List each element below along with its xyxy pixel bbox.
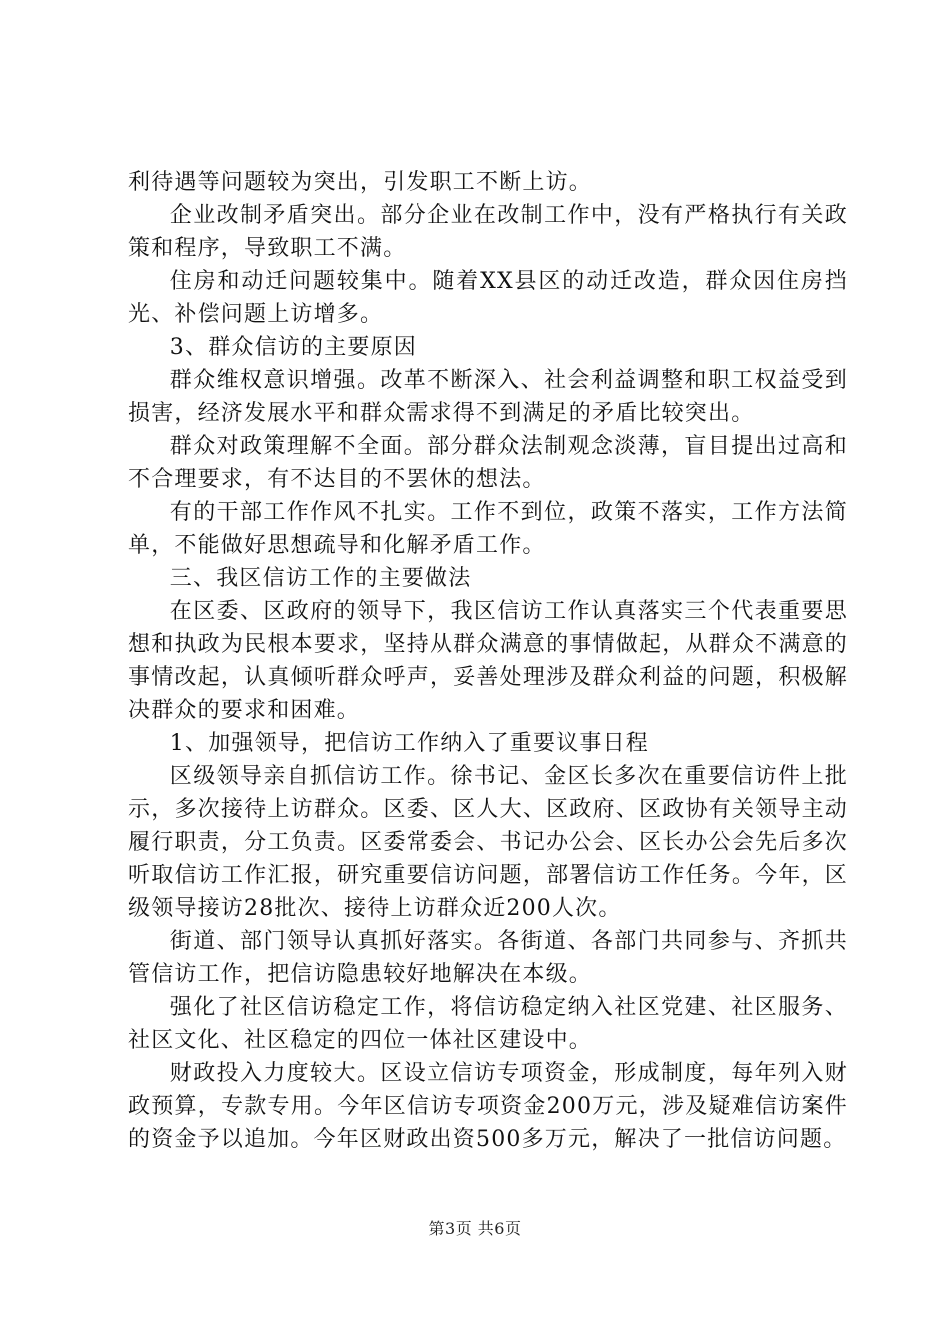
section-heading: 3、群众信访的主要原因 xyxy=(169,335,417,360)
paragraph: 住房和动迁问题较集中。随着XX县区的动迁改造，群众因住房挡光、补偿问题上访增多。 xyxy=(128,269,848,327)
paragraph-continuation: 利待遇等问题较为突出，引发职工不断上访。 xyxy=(128,170,593,195)
paragraph: 群众对政策理解不全面。部分群众法制观念淡薄，盲目提出过高和不合理要求，有不达目的不罢休的想法。 xyxy=(128,434,848,492)
paragraph: 街道、部门领导认真抓好落实。各街道、各部门共同参与、齐抓共管信访工作，把信访隐患较好地解决在本级。 xyxy=(128,929,848,987)
paragraph: 群众维权意识增强。改革不断深入、社会利益调整和职工权益受到损害，经济发展水平和群众需求得不到满足的矛盾比较突出。 xyxy=(128,368,848,426)
paragraph: 区级领导亲自抓信访工作。徐书记、金区长多次在重要信访件上批示，多次接待上访群众。区委、区人大、区政府、区政协有关领导主动履行职责，分工负责。区委常委会、书记办公会、区长办公会先后多次听取信访工作汇报，研究重要信访问题，部署信访工作任务。今年，区级领导接访28批次、接待上访群众近200人次。 xyxy=(128,764,848,921)
section-heading: 三、我区信访工作的主要做法 xyxy=(169,566,472,591)
paragraph: 有的干部工作作风不扎实。工作不到位，政策不落实，工作方法简单，不能做好思想疏导和化解矛盾工作。 xyxy=(128,500,848,558)
section-heading: 1、加强领导，把信访工作纳入了重要议事日程 xyxy=(169,731,649,756)
paragraph: 财政投入力度较大。区设立信访专项资金，形成制度，每年列入财政预算，专款专用。今年区信访专项资金200万元，涉及疑难信访案件的资金予以追加。今年区财政出资500多万元，解决了一批信访问题。 xyxy=(128,1061,848,1152)
paragraph: 在区委、区政府的领导下，我区信访工作认真落实三个代表重要思想和执政为民根本要求，坚持从群众满意的事情做起，从群众不满意的事情改起，认真倾听群众呼声，妥善处理涉及群众利益的问题，积极解决群众的要求和困难。 xyxy=(128,599,848,723)
paragraph: 企业改制矛盾突出。部分企业在改制工作中，没有严格执行有关政策和程序，导致职工不满。 xyxy=(128,203,848,261)
document-body xyxy=(128,166,848,1156)
paragraph: 强化了社区信访稳定工作，将信访稳定纳入社区党建、社区服务、社区文化、社区稳定的四位一体社区建设中。 xyxy=(128,995,848,1053)
page-number-footer: 第3页 共6页 xyxy=(428,1219,522,1238)
